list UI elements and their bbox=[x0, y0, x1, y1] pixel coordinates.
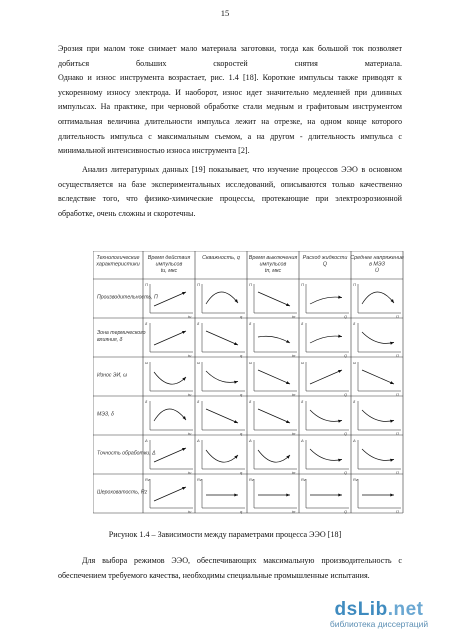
column-header: Время выключения bbox=[248, 255, 298, 261]
text-line: ускоренному износу электрода. И наоборот, износ идет значительно медленней при длинных bbox=[58, 87, 402, 97]
plot-x-symbol: tп bbox=[292, 392, 296, 397]
plot-y-symbol: ω bbox=[145, 360, 149, 365]
column-header: Ū bbox=[375, 268, 379, 274]
plot-x-symbol: q bbox=[240, 392, 243, 397]
plot-x-symbol: tп bbox=[292, 353, 296, 358]
curve-arrow bbox=[390, 493, 394, 496]
paragraph-3 bbox=[58, 553, 402, 583]
column-header: импульсов bbox=[259, 261, 287, 268]
text-line: Однако и износ инструмента возрастает, рис. 1.4 [18]. Короткие импульсы также приводят к bbox=[58, 73, 402, 83]
plot-y-symbol: δ bbox=[145, 399, 148, 404]
dependency-curve bbox=[206, 292, 238, 304]
plot-x-symbol: tп bbox=[292, 470, 296, 475]
text-line: добиться больших скоростей снятия материала. bbox=[58, 58, 402, 68]
plot-y-symbol: Rz bbox=[301, 477, 306, 482]
dependency-curve bbox=[310, 336, 342, 343]
row-label: Износ ЭИ, ω bbox=[97, 372, 128, 379]
plot-x-symbol: Ū bbox=[396, 314, 399, 319]
column-header: в МЭЗ bbox=[369, 261, 385, 268]
paragraph-1 bbox=[58, 42, 402, 159]
plot-y-symbol: Rz bbox=[145, 477, 150, 482]
plot-x-symbol: tи bbox=[188, 392, 192, 397]
plot-y-symbol: ω bbox=[197, 360, 201, 365]
dependency-curve bbox=[154, 409, 186, 421]
curve-arrow bbox=[234, 493, 238, 496]
text-line: осуществляется на базе экспериментальных исследований, описываются только качественно bbox=[58, 179, 402, 189]
watermark-subtitle: библиотека диссертаций bbox=[329, 619, 429, 629]
row-label: Зона термического bbox=[97, 330, 146, 336]
dependency-curve bbox=[206, 450, 238, 462]
plot-y-symbol: Π bbox=[301, 282, 304, 287]
plot-x-symbol: Ū bbox=[396, 470, 399, 475]
plot-x-symbol: Q bbox=[344, 353, 348, 358]
plot-y-symbol: Π bbox=[197, 282, 200, 287]
plot-x-symbol: tи bbox=[188, 353, 192, 358]
plot-x-symbol: q bbox=[240, 353, 243, 358]
text-line: Для выбора режимов ЭЭО, обеспечивающих максимальную производительность с bbox=[82, 556, 402, 565]
plot-x-symbol: Ū bbox=[396, 353, 399, 358]
dependency-curve bbox=[154, 487, 186, 501]
plot-y-symbol: ω bbox=[249, 360, 253, 365]
figure-caption: Рисунок 1.4 – Зависимости между параметрами процесса ЭЭО [18] bbox=[108, 530, 342, 539]
plot-x-symbol: q bbox=[240, 509, 243, 514]
text-line: Эрозия при малом токе снимает мало материала заготовки, тогда как большой ток позволяет bbox=[58, 44, 402, 53]
row-label: Производительность, Π bbox=[97, 294, 158, 301]
text-line: вследствие того, что физико-химические процессы, протекающие при электроэрозионной bbox=[58, 194, 402, 204]
column-header: tп, мкс bbox=[264, 268, 282, 274]
dependency-curve bbox=[362, 410, 394, 421]
plot-y-symbol: δ bbox=[249, 399, 252, 404]
plot-x-symbol: Q bbox=[344, 509, 348, 514]
dependency-curve bbox=[154, 448, 186, 462]
plot-x-symbol: Ū bbox=[396, 431, 399, 436]
plot-x-symbol: tп bbox=[292, 314, 296, 319]
dependency-curve bbox=[258, 450, 290, 462]
plot-x-symbol: tп bbox=[292, 509, 296, 514]
text-line: оптимальная величина длительности импульса лежит на отрезке, на одном конце которого bbox=[58, 116, 402, 126]
dependency-curve bbox=[362, 449, 394, 460]
column-header: импульсов bbox=[155, 261, 183, 268]
row-label: МЭЗ, δ bbox=[97, 411, 114, 418]
dependency-curve bbox=[206, 331, 238, 345]
plot-y-symbol: Rz bbox=[197, 477, 202, 482]
column-header: Расход жидкости bbox=[302, 255, 348, 261]
dependency-curve bbox=[258, 409, 290, 423]
curve-arrow bbox=[338, 296, 342, 299]
text-line: обеспечением требуемого качества, необходимы специальные промышленные испытания. bbox=[58, 571, 370, 580]
dependency-curve bbox=[206, 409, 238, 423]
plot-x-symbol: Q bbox=[344, 431, 348, 436]
column-header: Время действия bbox=[147, 255, 191, 261]
plot-y-symbol: δ bbox=[197, 399, 200, 404]
curve-arrow bbox=[338, 335, 342, 338]
dependency-curve bbox=[258, 336, 290, 343]
plot-y-symbol: δ bbox=[145, 321, 148, 326]
plot-y-symbol: ω bbox=[353, 360, 357, 365]
plot-y-symbol: δ bbox=[353, 399, 356, 404]
text-line: длительность импульса с максимальным съемом, а на другом - длительность импульса с bbox=[58, 131, 402, 141]
plot-x-symbol: Ū bbox=[396, 509, 399, 514]
text-line: минимальной интенсивностью износа инструмента [2]. bbox=[58, 146, 250, 156]
dependency-curve bbox=[310, 449, 342, 460]
plot-y-symbol: δ bbox=[353, 321, 356, 326]
plot-y-symbol: Rz bbox=[249, 477, 254, 482]
plot-y-symbol: Π bbox=[145, 282, 148, 287]
column-header: Технологические bbox=[96, 255, 140, 261]
page-number: 15 bbox=[220, 8, 230, 18]
plot-y-symbol: Δ bbox=[249, 438, 252, 443]
dependency-curve bbox=[206, 371, 238, 382]
text-line: обработке, очень сложны и скоротечны. bbox=[58, 208, 196, 218]
plot-x-symbol: tи bbox=[188, 314, 192, 319]
dependency-curve bbox=[154, 292, 186, 306]
row-label: Точность обработки, Δ bbox=[97, 450, 156, 457]
column-header: Среднее напряжение bbox=[350, 255, 404, 261]
plot-x-symbol: tи bbox=[188, 470, 192, 475]
curve-arrow bbox=[338, 493, 342, 496]
plot-y-symbol: Δ bbox=[197, 438, 200, 443]
dependency-curve bbox=[362, 370, 394, 384]
text-line: Анализ литературных данных [19] показывает, что изучение процессов ЭЭО в основном bbox=[82, 165, 402, 174]
column-header: tи, мкс bbox=[160, 268, 178, 274]
dependency-curve bbox=[154, 331, 186, 345]
dependency-curve bbox=[310, 370, 342, 384]
dependency-curve bbox=[154, 372, 186, 384]
paragraph-2 bbox=[58, 163, 402, 221]
plot-y-symbol: Π bbox=[249, 282, 252, 287]
dependency-curve bbox=[310, 297, 342, 304]
plot-y-symbol: Δ bbox=[301, 438, 304, 443]
plot-y-symbol: Δ bbox=[353, 438, 356, 443]
plot-x-symbol: tи bbox=[188, 431, 192, 436]
column-header: Q bbox=[322, 261, 328, 268]
plot-y-symbol: δ bbox=[301, 321, 304, 326]
watermark-logo: dsLib.net bbox=[334, 599, 424, 620]
plot-y-symbol: Rz bbox=[353, 477, 358, 482]
plot-y-symbol: ω bbox=[301, 360, 305, 365]
dependency-curve bbox=[362, 292, 394, 304]
plot-x-symbol: q bbox=[240, 470, 243, 475]
plot-x-symbol: tп bbox=[292, 431, 296, 436]
parameter-dependency-figure bbox=[93, 251, 423, 516]
plot-x-symbol: q bbox=[240, 431, 243, 436]
dependency-curve bbox=[310, 410, 342, 421]
row-label: Шероховатость, Rz bbox=[97, 489, 148, 496]
plot-x-symbol: Ū bbox=[396, 392, 399, 397]
plot-y-symbol: δ bbox=[197, 321, 200, 326]
dependency-curve bbox=[258, 292, 290, 306]
plot-x-symbol: Q bbox=[344, 470, 348, 475]
plot-x-symbol: q bbox=[240, 314, 243, 319]
plot-y-symbol: δ bbox=[249, 321, 252, 326]
column-header: характеристики bbox=[96, 261, 140, 268]
plot-y-symbol: δ bbox=[301, 399, 304, 404]
row-label: влияния, δ bbox=[97, 337, 123, 343]
watermark bbox=[324, 599, 434, 629]
plot-x-symbol: Q bbox=[344, 392, 348, 397]
dependency-curve bbox=[362, 332, 394, 343]
plot-y-symbol: Π bbox=[353, 282, 356, 287]
plot-x-symbol: tи bbox=[188, 509, 192, 514]
curve-arrow bbox=[286, 493, 290, 496]
plot-y-symbol: Δ bbox=[145, 438, 148, 443]
column-header: Скважность, q bbox=[202, 255, 240, 261]
plot-x-symbol: Q bbox=[344, 314, 348, 319]
text-line: импульсах. На практике, при черновой обработке стали медным и графитовым инструментом bbox=[58, 102, 402, 112]
dependency-curve bbox=[258, 370, 290, 384]
